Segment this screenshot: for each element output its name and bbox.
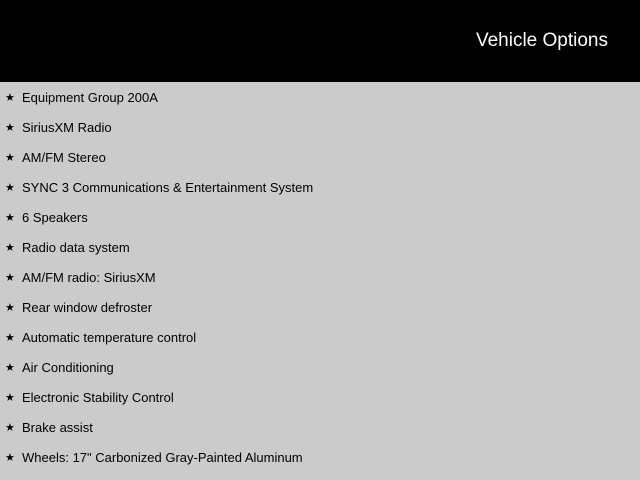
star-icon: ★: [5, 361, 15, 374]
option-label: Wheels: 17" Carbonized Gray-Painted Aluminum: [22, 450, 303, 465]
star-icon: ★: [5, 91, 15, 104]
list-item: [0, 450, 640, 480]
star-icon: ★: [5, 391, 15, 404]
star-icon: ★: [5, 181, 15, 194]
option-label: Brake assist: [22, 420, 93, 435]
option-label: Automatic temperature control: [22, 330, 197, 345]
star-icon: ★: [5, 211, 15, 224]
list-item: [0, 270, 640, 300]
page-title: Vehicle Options: [475, 30, 608, 51]
star-icon: ★: [5, 271, 15, 284]
option-label: SYNC 3 Communications & Entertainment System: [22, 180, 314, 195]
list-item: [0, 300, 640, 330]
option-label: AM/FM Stereo: [22, 150, 106, 165]
star-icon: ★: [5, 451, 15, 464]
star-icon: ★: [5, 421, 15, 434]
option-label: SiriusXM Radio: [22, 120, 112, 135]
option-label: Air Conditioning: [22, 360, 114, 375]
list-item: [0, 120, 640, 150]
list-item: [0, 210, 640, 240]
option-label: 6 Speakers: [22, 210, 88, 225]
star-icon: ★: [5, 121, 15, 134]
list-item: [0, 360, 640, 390]
list-item: [0, 240, 640, 270]
list-item: [0, 330, 640, 360]
option-label: Electronic Stability Control: [22, 390, 174, 405]
option-label: Rear window defroster: [22, 300, 153, 315]
star-icon: ★: [5, 301, 15, 314]
list-item: [0, 90, 640, 120]
list-item: [0, 390, 640, 420]
option-label: Radio data system: [22, 240, 130, 255]
option-label: AM/FM radio: SiriusXM: [22, 270, 156, 285]
star-icon: ★: [5, 151, 15, 164]
list-item: [0, 420, 640, 450]
header-bar: [0, 0, 640, 82]
list-item: [0, 180, 640, 210]
star-icon: ★: [5, 241, 15, 254]
option-label: Equipment Group 200A: [22, 90, 158, 105]
list-item: [0, 150, 640, 180]
vehicle-options-panel: [0, 82, 640, 480]
star-icon: ★: [5, 331, 15, 344]
